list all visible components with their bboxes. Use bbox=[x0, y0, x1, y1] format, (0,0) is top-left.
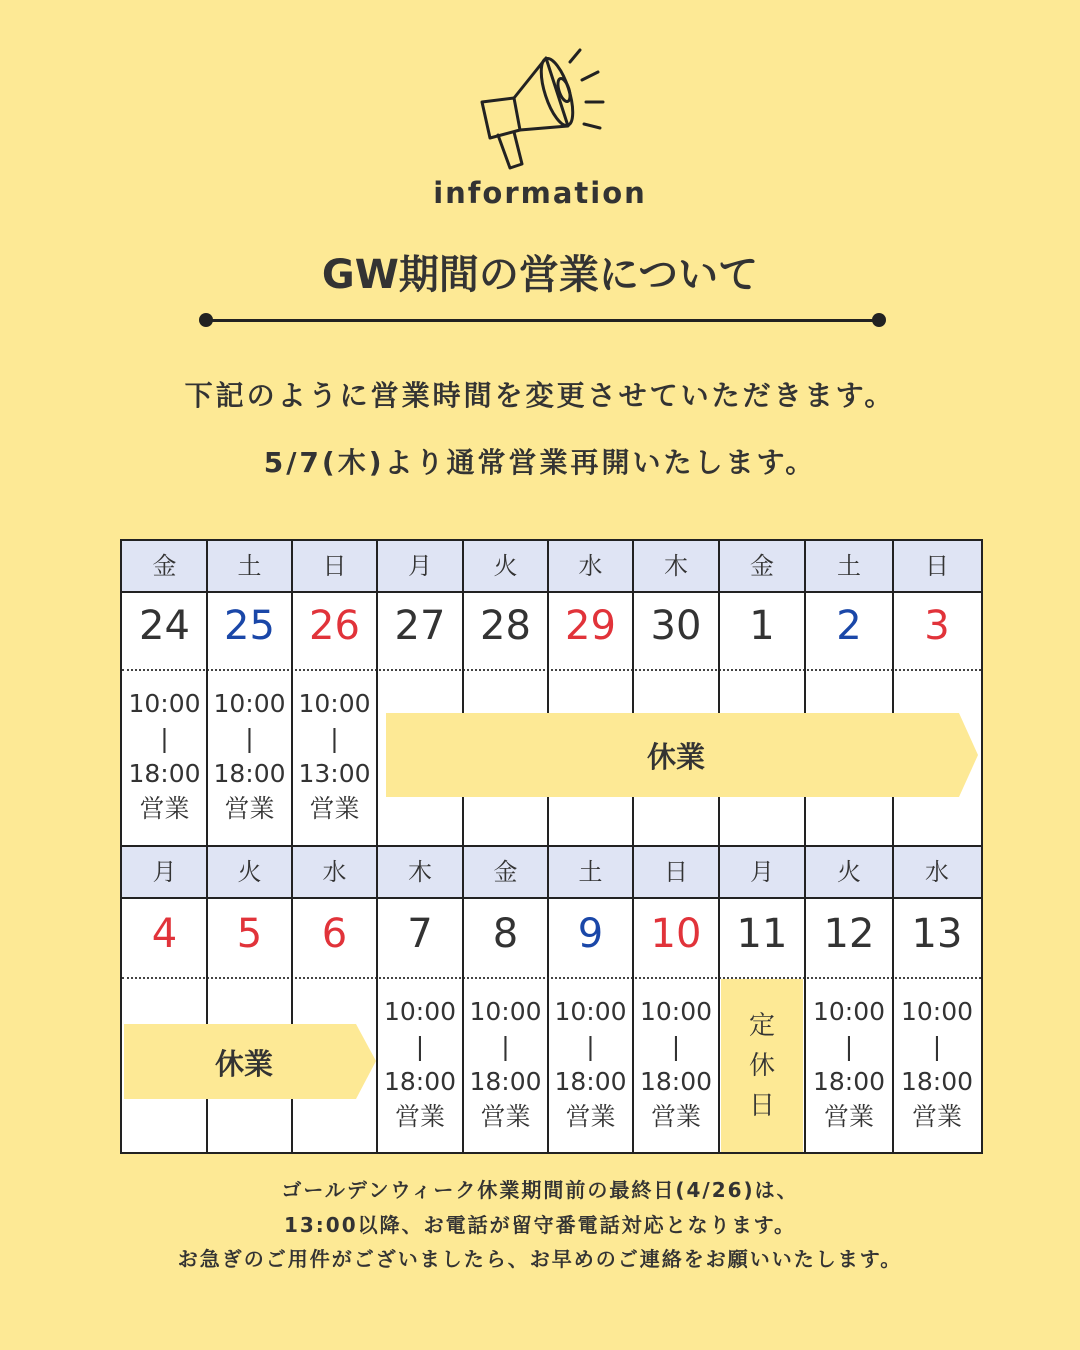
dotted-divider bbox=[122, 977, 981, 979]
hours-cell: 10:00 | 18:00 営業 bbox=[213, 689, 286, 823]
weekday-label: 月 bbox=[408, 552, 432, 580]
date-cell: 4 bbox=[151, 911, 178, 957]
weekday-label: 水 bbox=[578, 552, 603, 580]
megaphone-icon bbox=[470, 40, 610, 180]
date-cell: 2 bbox=[836, 603, 862, 649]
note-line-1: ゴールデンウィーク休業期間前の最終日(4/26)は、 bbox=[281, 1178, 799, 1202]
note-line-3: お急ぎのご用件がございましたら、お早めのご連絡をお願いいたします。 bbox=[177, 1247, 903, 1271]
hours-cell: 10:00 | 18:00 営業 bbox=[469, 997, 542, 1131]
intro-line-2: 5/7(木)より通常営業再開いたします。 bbox=[263, 446, 817, 479]
weekday-label: 火 bbox=[837, 858, 861, 886]
week2-weekday-row bbox=[122, 847, 981, 899]
regular-holiday-label: 定 休 日 bbox=[748, 1011, 775, 1121]
weekday-label: 土 bbox=[578, 858, 603, 886]
date-cell: 30 bbox=[650, 603, 702, 649]
date-cell: 27 bbox=[394, 603, 446, 649]
date-cell: 9 bbox=[577, 911, 604, 957]
hours-cell: 10:00 | 18:00 営業 bbox=[383, 997, 457, 1131]
weekday-label: 木 bbox=[408, 858, 432, 886]
note-line-2: 13:00以降、お電話が留守番電話対応となります。 bbox=[283, 1213, 797, 1237]
date-cell: 24 bbox=[139, 603, 190, 649]
date-cell: 6 bbox=[321, 911, 348, 957]
weekday-label: 日 bbox=[322, 552, 347, 580]
intro-line-1: 下記のように営業時間を変更させていただきます。 bbox=[184, 379, 896, 412]
hours-cell: 10:00 | 18:00 営業 bbox=[900, 997, 974, 1131]
date-cell: 1 bbox=[749, 603, 775, 649]
hours-cell: 10:00 | 13:00 営業 bbox=[298, 689, 371, 823]
date-cell: 29 bbox=[565, 603, 616, 649]
divider-dot-right bbox=[872, 313, 886, 327]
date-cell: 26 bbox=[309, 603, 360, 649]
weekday-label: 金 bbox=[750, 552, 774, 580]
hours-cell: 10:00 | 18:00 営業 bbox=[554, 997, 627, 1131]
weekday-label: 水 bbox=[925, 858, 949, 886]
divider bbox=[206, 319, 880, 322]
page-title: GW期間の営業について bbox=[321, 252, 759, 298]
date-cell: 7 bbox=[407, 911, 433, 957]
date-cell: 12 bbox=[823, 911, 875, 957]
weekday-label: 水 bbox=[322, 858, 347, 886]
date-cell: 25 bbox=[224, 603, 275, 649]
date-cell: 3 bbox=[924, 603, 950, 649]
hours-cell: 10:00 | 18:00 営業 bbox=[128, 689, 201, 823]
weekday-label: 日 bbox=[925, 552, 949, 580]
weekday-label: 金 bbox=[493, 858, 518, 886]
closed-label: 休業 bbox=[214, 1047, 273, 1081]
closed-label: 休業 bbox=[646, 740, 705, 774]
weekday-label: 木 bbox=[664, 552, 688, 580]
week1-weekday-row bbox=[122, 541, 981, 593]
weekday-label: 火 bbox=[237, 858, 262, 886]
date-cell: 11 bbox=[736, 911, 788, 957]
weekday-label: 日 bbox=[664, 858, 688, 886]
dotted-divider bbox=[122, 669, 981, 671]
weekday-label: 月 bbox=[152, 858, 177, 886]
weekday-label: 土 bbox=[837, 552, 861, 580]
date-cell: 8 bbox=[492, 911, 519, 957]
information-label: information bbox=[433, 176, 647, 210]
weekday-label: 月 bbox=[750, 858, 774, 886]
date-cell: 13 bbox=[911, 911, 963, 957]
date-cell: 5 bbox=[236, 911, 263, 957]
weekday-label: 火 bbox=[493, 552, 518, 580]
weekday-label: 土 bbox=[237, 552, 262, 580]
hours-cell: 10:00 | 18:00 営業 bbox=[639, 997, 713, 1131]
date-cell: 28 bbox=[480, 603, 531, 649]
date-cell: 10 bbox=[650, 911, 702, 957]
divider-dot-left bbox=[199, 313, 213, 327]
hours-cell: 10:00 | 18:00 営業 bbox=[812, 997, 886, 1131]
calendar bbox=[120, 539, 983, 1154]
weekday-label: 金 bbox=[152, 552, 177, 580]
